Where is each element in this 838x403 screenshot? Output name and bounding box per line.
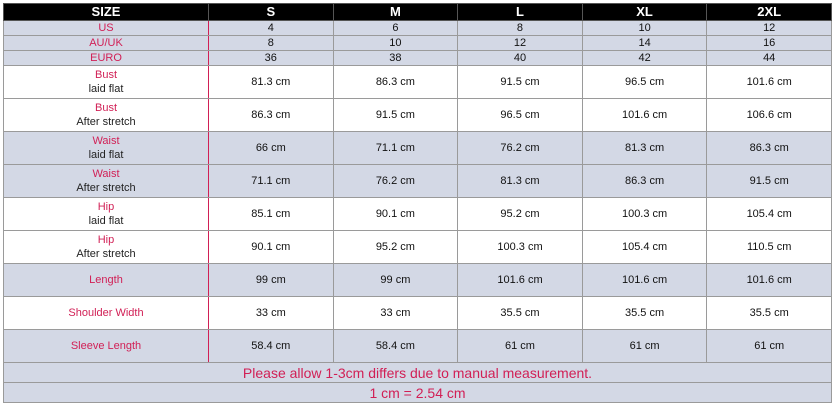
table-cell: 76.2 cm (333, 165, 458, 198)
measurement-row (4, 264, 832, 297)
table-cell: 61 cm (582, 330, 707, 363)
measurement-row (4, 297, 832, 330)
row-label (4, 99, 209, 132)
row-label: US (4, 21, 209, 36)
row-label (4, 231, 209, 264)
row-label-main: Waist (92, 135, 120, 147)
size-row (4, 51, 832, 66)
table-cell: 100.3 cm (458, 231, 583, 264)
table-cell: 42 (582, 51, 707, 66)
row-label (4, 66, 209, 99)
header-cell: 2XL (707, 4, 832, 21)
table-cell: 81.3 cm (582, 132, 707, 165)
table-cell: 58.4 cm (333, 330, 458, 363)
table-cell: 40 (458, 51, 583, 66)
row-label-main: Length (89, 274, 123, 286)
table-cell: 86.3 cm (582, 165, 707, 198)
table-cell: 99 cm (209, 264, 334, 297)
header-cell: M (333, 4, 458, 21)
measurement-row (4, 66, 832, 99)
table-cell: 81.3 cm (209, 66, 334, 99)
table-cell: 105.4 cm (707, 198, 832, 231)
header-cell: L (458, 4, 583, 21)
table-cell: 38 (333, 51, 458, 66)
measurement-row (4, 99, 832, 132)
table-cell: 86.3 cm (333, 66, 458, 99)
table-cell: 71.1 cm (209, 165, 334, 198)
table-cell: 10 (333, 36, 458, 51)
measurement-row (4, 231, 832, 264)
table-cell: 99 cm (333, 264, 458, 297)
table-cell: 35.5 cm (707, 297, 832, 330)
row-label-sub: After stretch (76, 182, 136, 194)
table-cell: 4 (209, 21, 334, 36)
table-cell: 106.6 cm (707, 99, 832, 132)
table-cell: 6 (333, 21, 458, 36)
table-cell: 91.5 cm (458, 66, 583, 99)
table-cell: 35.5 cm (582, 297, 707, 330)
measurement-row (4, 330, 832, 363)
table-cell: 96.5 cm (458, 99, 583, 132)
row-label-sub: laid flat (88, 215, 124, 227)
row-label-main: Waist (92, 168, 120, 180)
table-cell: 35.5 cm (458, 297, 583, 330)
measurement-row (4, 165, 832, 198)
table-cell: 101.6 cm (707, 66, 832, 99)
table-cell: 16 (707, 36, 832, 51)
row-label-sub: After stretch (76, 116, 136, 128)
table-cell: 12 (707, 21, 832, 36)
table-cell: 91.5 cm (707, 165, 832, 198)
row-label-main: Hip (97, 201, 115, 213)
row-label-sub: After stretch (76, 248, 136, 260)
measurement-row (4, 198, 832, 231)
table-cell: 33 cm (209, 297, 334, 330)
size-chart-table (3, 3, 832, 403)
header-row (4, 4, 832, 21)
table-cell: 110.5 cm (707, 231, 832, 264)
table-cell: 71.1 cm (333, 132, 458, 165)
table-cell: 12 (458, 36, 583, 51)
row-label (4, 165, 209, 198)
table-cell: 10 (582, 21, 707, 36)
table-cell: 61 cm (707, 330, 832, 363)
row-label (4, 330, 209, 363)
table-cell: 85.1 cm (209, 198, 334, 231)
header-cell: S (209, 4, 334, 21)
row-label-main: Bust (94, 102, 117, 114)
row-label-sub: laid flat (88, 149, 124, 161)
table-cell: 76.2 cm (458, 132, 583, 165)
table-cell: 101.6 cm (582, 99, 707, 132)
note-row (4, 363, 832, 383)
row-label (4, 132, 209, 165)
table-cell: 95.2 cm (458, 198, 583, 231)
row-label (4, 264, 209, 297)
measurement-note: Please allow 1-3cm differs due to manual measurement. (4, 363, 832, 383)
table-cell: 36 (209, 51, 334, 66)
header-cell: SIZE (4, 4, 209, 21)
table-cell: 101.6 cm (582, 264, 707, 297)
table-cell: 86.3 cm (707, 132, 832, 165)
table-cell: 96.5 cm (582, 66, 707, 99)
table-cell: 81.3 cm (458, 165, 583, 198)
table-cell: 105.4 cm (582, 231, 707, 264)
table-cell: 8 (458, 21, 583, 36)
row-label (4, 198, 209, 231)
table-cell: 8 (209, 36, 334, 51)
row-label-main: Sleeve Length (70, 340, 142, 352)
table-cell: 44 (707, 51, 832, 66)
row-label (4, 297, 209, 330)
size-row (4, 21, 832, 36)
table-cell: 91.5 cm (333, 99, 458, 132)
table-cell: 90.1 cm (333, 198, 458, 231)
table-cell: 100.3 cm (582, 198, 707, 231)
table-cell: 95.2 cm (333, 231, 458, 264)
row-label: AU/UK (4, 36, 209, 51)
conversion-note: 1 cm = 2.54 cm (4, 383, 832, 403)
note-row (4, 383, 832, 403)
table-cell: 101.6 cm (707, 264, 832, 297)
table-cell: 33 cm (333, 297, 458, 330)
measurement-row (4, 132, 832, 165)
table-cell: 14 (582, 36, 707, 51)
table-cell: 86.3 cm (209, 99, 334, 132)
row-label-main: Shoulder Width (68, 307, 144, 319)
size-row (4, 36, 832, 51)
row-label-sub: laid flat (88, 83, 124, 95)
table-cell: 101.6 cm (458, 264, 583, 297)
row-label-main: Bust (94, 69, 117, 81)
row-label: EURO (4, 51, 209, 66)
row-label-main: Hip (97, 234, 115, 246)
table-cell: 58.4 cm (209, 330, 334, 363)
table-cell: 90.1 cm (209, 231, 334, 264)
table-cell: 61 cm (458, 330, 583, 363)
header-cell: XL (582, 4, 707, 21)
table-cell: 66 cm (209, 132, 334, 165)
